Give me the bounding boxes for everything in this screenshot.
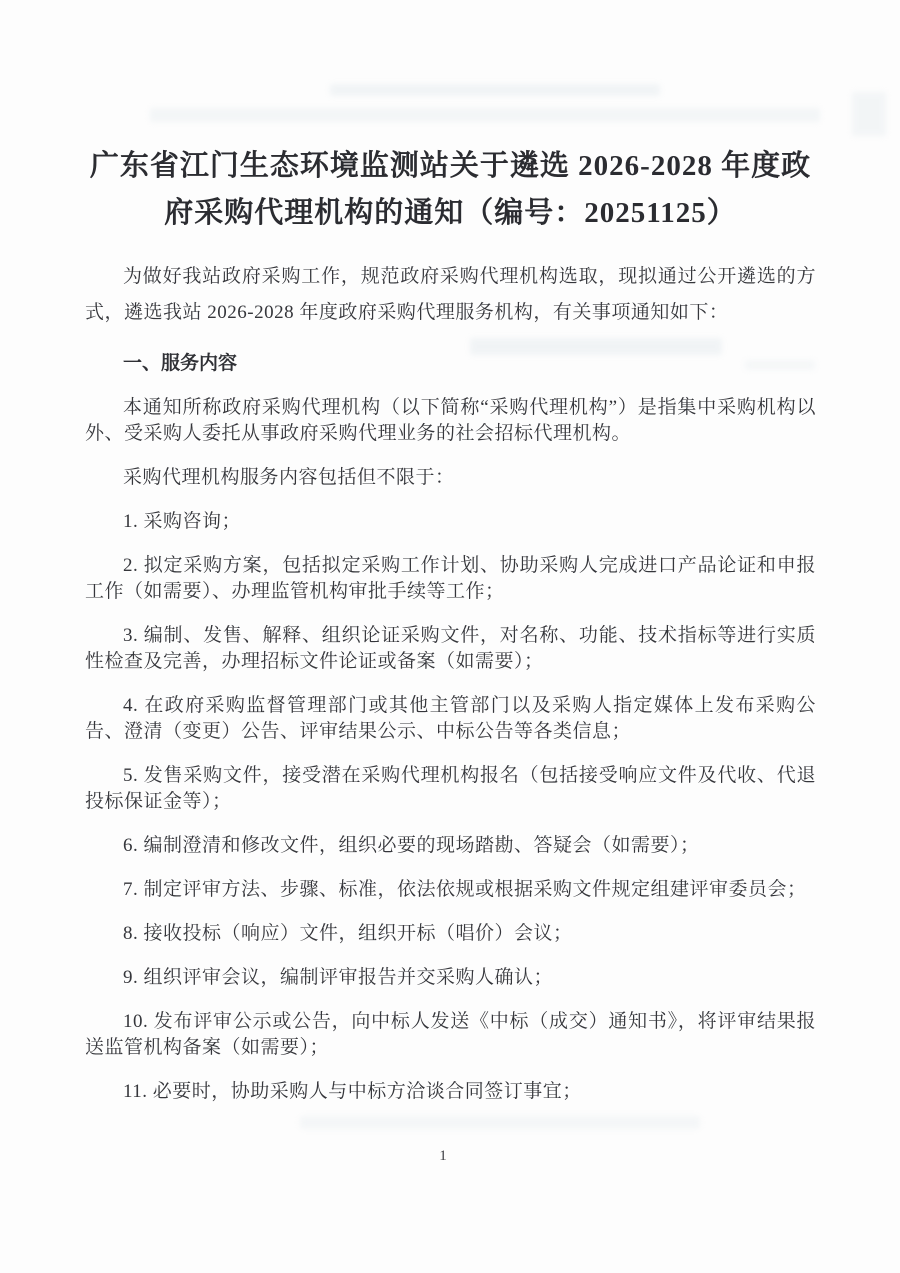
scan-artifact — [330, 84, 660, 96]
service-item-11: 11. 必要时，协助采购人与中标方洽谈合同签订事宜； — [123, 1081, 582, 1102]
service-item-4: 4. 在政府采购监督管理部门或其他主管部门以及采购人指定媒体上发布采购公告、澄清（变更）公告、评审结果公示、中标公告等各类信息； — [85, 695, 816, 742]
paragraph-scope-intro: 采购代理机构服务内容包括但不限于： — [123, 467, 455, 488]
service-item-1: 1. 采购咨询； — [123, 511, 242, 532]
service-item-6: 6. 编制澄清和修改文件，组织必要的现场踏勘、答疑会（如需要）； — [123, 835, 700, 856]
document-title: 广东省江门生态环境监测站关于遴选 2026-2028 年度政府采购代理机构的通知（编号：20251125） — [89, 150, 812, 229]
intro-paragraph: 为做好我站政府采购工作，规范政府采购代理机构选取，现拟通过公开遴选的方式，遴选我站 2026-2028 年度政府采购代理服务机构，有关事项通知如下： — [85, 266, 816, 323]
paragraph-agency-definition: 本通知所称政府采购代理机构（以下简称“采购代理机构”）是指集中采购机构以外、受采购人委托从事政府采购代理业务的社会招标代理机构。 — [85, 397, 816, 444]
scan-artifact — [852, 92, 886, 136]
service-item-8: 8. 接收投标（响应）文件，组织开标（唱价）会议； — [123, 923, 573, 944]
service-item-3: 3. 编制、发售、解释、组织论证采购文件，对名称、功能、技术指标等进行实质性检查及完善，办理招标文件论证或备案（如需要）； — [85, 625, 816, 672]
service-item-2: 2. 拟定采购方案，包括拟定采购工作计划、协助采购人完成进口产品论证和申报工作（如需要）、办理监管机构审批手续等工作； — [85, 555, 816, 602]
section-heading-service-content: 一、服务内容 — [123, 353, 238, 374]
service-item-9: 9. 组织评审会议，编制评审报告并交采购人确认； — [123, 967, 554, 988]
document-body — [85, 143, 816, 1123]
page-number: 1 — [439, 1148, 447, 1164]
service-item-10: 10. 发布评审公示或公告，向中标人发送《中标（成交）通知书》，将评审结果报送监管机构备案（如需要）； — [85, 1011, 816, 1058]
scan-artifact — [150, 108, 820, 122]
service-item-7: 7. 制定评审方法、步骤、标准，依法依规或根据采购文件规定组建评审委员会； — [123, 879, 807, 900]
service-item-5: 5. 发售采购文件，接受潜在采购代理机构报名（包括接受响应文件及代收、代退投标保证金等）； — [85, 765, 816, 812]
